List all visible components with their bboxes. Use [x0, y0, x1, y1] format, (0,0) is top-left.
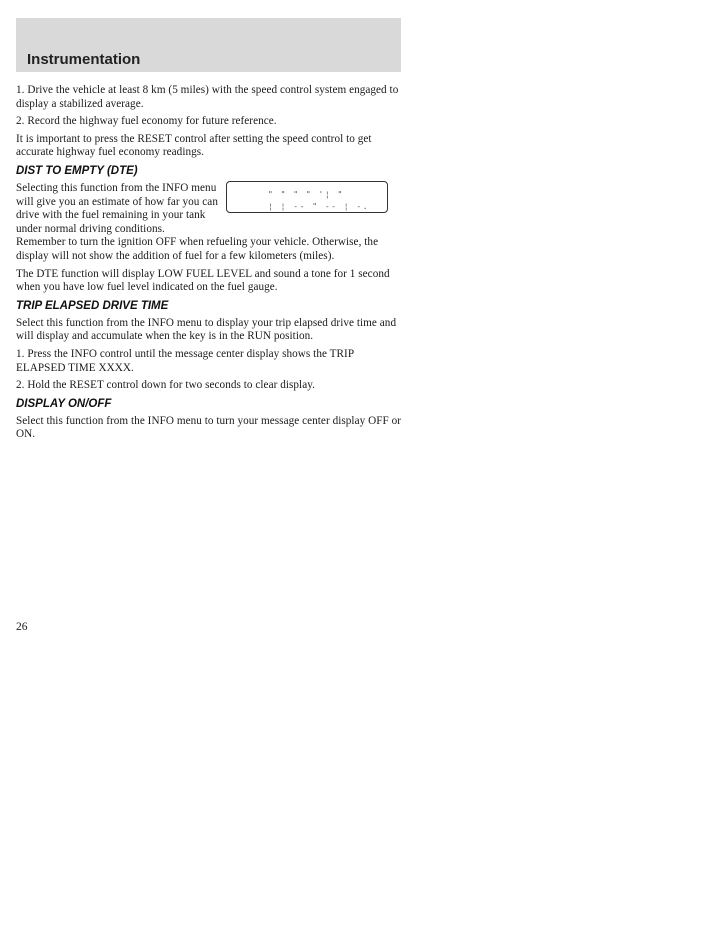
- paragraph-step-drive: 1. Drive the vehicle at least 8 km (5 miles) with the speed control system engaged to display a stabilized average.: [16, 84, 399, 110]
- message-center-display-illustration: [226, 181, 388, 213]
- paragraph-reset-note: It is important to press the RESET control after setting the speed control to get accurate highway fuel economy readings.: [16, 132, 372, 159]
- paragraph-trip-intro: Select this function from the INFO menu to display your trip elapsed drive time and will display and accumulate when the key is in the RUN position.: [16, 316, 397, 343]
- heading-dist-to-empty: DIST TO EMPTY (DTE): [16, 164, 138, 177]
- paragraph-dte-intro: Selecting this function from the INFO menu will give you an estimate of how far you can drive with the fuel remaining in your tank under normal driving conditions.: [16, 181, 218, 235]
- paragraph-trip-step-1: 1. Press the INFO control until the message center display shows the TRIP ELAPSED TIME XXXX.: [16, 347, 354, 374]
- paragraph-low-fuel: The DTE function will display LOW FUEL LEVEL and sound a tone for 1 second when you have low fuel level indicated on the fuel gauge.: [16, 267, 390, 294]
- dte-block: [16, 182, 402, 236]
- paragraph-trip-step-2: 2. Hold the RESET control down for two seconds to clear display.: [16, 379, 315, 392]
- page-content: [16, 84, 402, 446]
- paragraph-step-record: 2. Record the highway fuel economy for future reference.: [16, 115, 277, 128]
- section-header-band: [16, 18, 401, 72]
- paragraph-refuel-note: Remember to turn the ignition OFF when refueling your vehicle. Otherwise, the display will not show the addition of fuel for a few kilometers (miles).: [16, 236, 379, 262]
- paragraph-display-on-off: Select this function from the INFO menu to turn your message center display OFF or ON.: [16, 414, 402, 441]
- display-readout-line-2: ¦ ¦ -- " -- ¦ -.: [268, 201, 370, 211]
- heading-trip-elapsed-drive-time: TRIP ELAPSED DRIVE TIME: [16, 299, 169, 312]
- display-readout-line-1: " " " " '¦ ": [268, 189, 344, 199]
- page-number: 26: [16, 621, 28, 633]
- heading-display-on-off: DISPLAY ON/OFF: [16, 397, 112, 410]
- section-title: Instrumentation: [27, 51, 141, 68]
